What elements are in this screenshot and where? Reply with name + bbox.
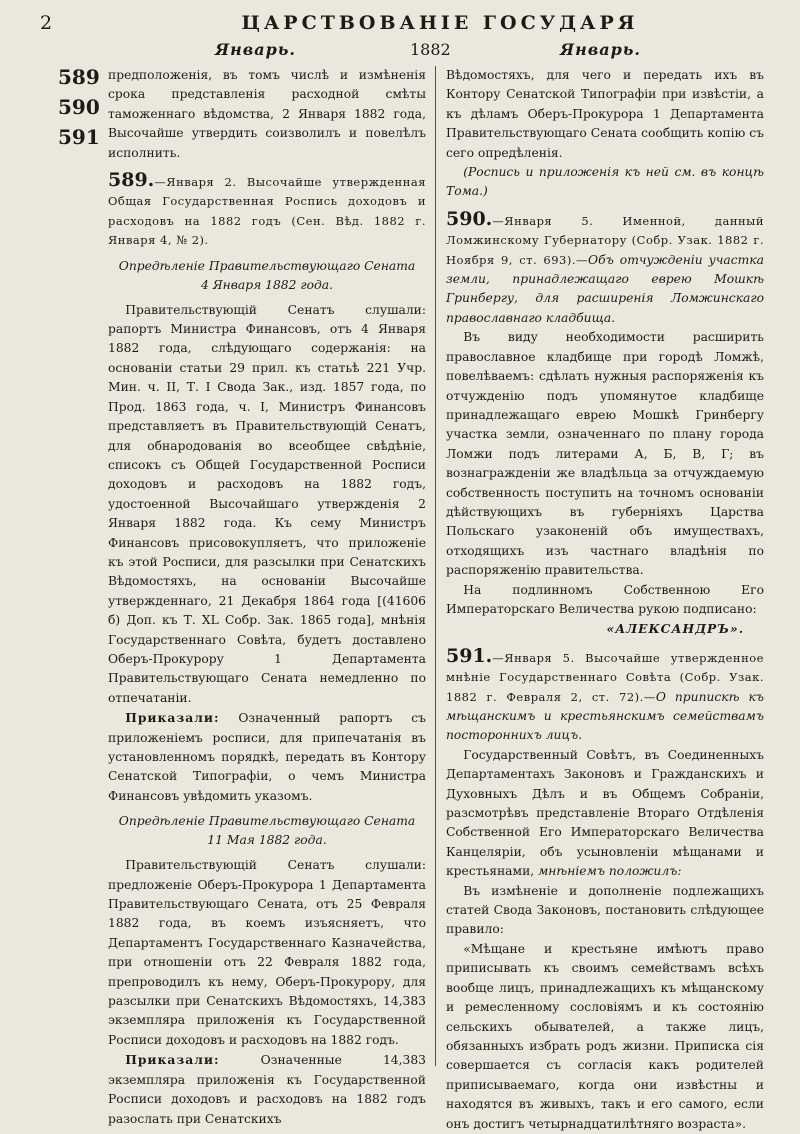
ordered-label-2: Приказали: xyxy=(125,1052,220,1068)
intro-paragraph: предположенія, въ томъ числѣ и измѣненія срока представленія расходной смѣты таможеннаго вѣдомства, 2 Января 1882 года, Высочайше утвердить соизволилъ и повелѣлъ исполнить. xyxy=(108,68,426,160)
heading-senate-may xyxy=(108,812,426,850)
entry-591-title: —Января 5. Высочайше утвержденное мнѣніе Государственнаго Совѣта (Собр. Узак. 1882 г. Февраля 2, ст. 72).— xyxy=(446,650,764,704)
paragraph-rule: «Мѣщане и крестьяне имѣютъ право приписывать къ своимъ семействамъ всѣхъ вообще лицъ, принадлежащихъ къ мѣщанскому и ремесленному сословіямъ и къ состоянію сельскихъ обывателей, а также лицъ, обязанныхъ избрать родъ жизни. Приписка сія совершается съ согласія какъ родителей приписываемаго, когда они извѣстны и находятся въ живыхъ, такъ и его самого, если онъ достигъ четырнадцатилѣтняго возраста». xyxy=(446,941,764,1131)
paragraph-ordered-2 xyxy=(108,1050,426,1129)
heading-senate-may-line2: 11 Мая 1882 года. xyxy=(207,833,327,848)
paragraph-proposal: Правительствующій Сенатъ слушали: предложеніе Оберъ-Прокурора 1 Департамента Правительствующаго Сената, отъ 25 Февраля 1882 года, въ коемъ изъясняетъ, что Департаментъ Государственнаго Казначейства, при отношеніи отъ 22 Февраля 1882 года, препроводилъ къ нему, Оберъ-Прокурору, для разсылки при Сенатскихъ Вѣдомостяхъ, 14,383 экземпляра приложенія къ Государственной Росписи доходовъ и расходовъ на 1882 годъ. xyxy=(108,858,426,1047)
entry-590-number: 590. xyxy=(446,207,493,230)
heading-senate-jan-line2: 4 Января 1882 года. xyxy=(200,277,334,292)
heading-senate-jan xyxy=(108,257,426,295)
signature: «АЛЕКСАНДРЪ». xyxy=(606,621,744,637)
month-right: Январь. xyxy=(560,40,641,59)
entry-589-number: 589. xyxy=(108,169,155,192)
margin-numbers xyxy=(58,62,98,152)
entry-590-subject: Объ отчужденіи участка земли, принадлежащаго еврею Мошкѣ Гринбергу, для расширенія Ломжинскаго православнаго кладбища. xyxy=(446,252,764,325)
margin-number-590: 590 xyxy=(58,95,100,119)
running-title: ЦАРСТВОВАНІЕ ГОСУДАРЯ xyxy=(241,12,639,34)
continuation-paragraph: Вѣдомостяхъ, для чего и передать ихъ въ Контору Сенатской Типографіи при извѣстіи, а къ дѣламъ Оберъ-Прокурора 1 Департамента Правительствующаго Сената сообщить копію съ сего опредѣленія. xyxy=(446,68,764,160)
ordered-text-2: Означенные 14,383 экземпляра приложенія къ Государственной Росписи доходовъ и расходовъ на 1882 годъ разослать при Сенатскихъ xyxy=(108,1053,426,1126)
column-divider xyxy=(435,66,436,1066)
council-text: Государственный Совѣтъ, въ Соединенныхъ Департаментахъ Законовъ и Гражданскихъ и Духовныхъ Дѣлъ и въ Общемъ Собраніи, разсмотрѣвъ представленіе Втораго Отдѣленія Собственной Его Императорскаго Величества Канцеляріи, объ усыновленіи мѣщанами и крестьянами, xyxy=(446,747,764,879)
entry-591-subject: О припискѣ къ мѣщанскимъ и крестьянскимъ семействамъ постороннихъ лицъ. xyxy=(446,689,764,743)
entry-590-title: —Января 5. Именной, данный Ломжинскому Губернатору (Собр. Узак. 1882 г. Ноября 9, ст. 693).— xyxy=(446,213,764,267)
paragraph-council xyxy=(446,746,764,882)
paragraph-lomzha: Въ виду необходимости расширить православное кладбище при городѣ Ломжѣ, повелѣваемъ: сдѣлать нужныя распоряженія къ отчужденію подъ упомянутое кладбище принадлежащаго еврею Мошкѣ Гринбергу участка земли, означеннаго по плану города Ломжи подъ литерами А, Б, В, Г; въ вознагражденіи же владѣльца за отчуждаемую собственность поступить на точномъ основаніи дѣйствующихъ въ губерніяхъ Царства Польскаго узаконеній объ имуществахъ, отходящихъ изъ частнаго владѣнія по распоряженію правительства. xyxy=(446,330,764,578)
margin-number-589: 589 xyxy=(58,65,100,89)
left-column xyxy=(108,66,426,1129)
margin-number-591: 591 xyxy=(58,125,100,149)
year: 1882 xyxy=(410,40,451,59)
entry-591 xyxy=(446,644,764,746)
paragraph-ordered-1 xyxy=(108,708,426,806)
heading-senate-jan-line1: Опредѣленіе Правительствующаго Сената xyxy=(118,258,416,273)
heading-senate-may-line1: Опредѣленіе Правительствующаго Сената xyxy=(118,814,416,829)
month-left: Январь. xyxy=(215,40,296,59)
continuation-note: (Роспись и приложенія къ ней см. въ концѣ Тома.) xyxy=(446,165,764,199)
entry-591-number: 591. xyxy=(446,644,493,667)
paragraph-amendment: Въ измѣненіе и дополненіе подлежащихъ статей Свода Законовъ, постановить слѣдующее правило: xyxy=(446,883,764,937)
entry-589 xyxy=(108,171,426,251)
entry-590 xyxy=(446,207,764,328)
page-number: 2 xyxy=(40,12,53,34)
entry-589-title: —Января 2. Высочайше утвержденная Общая Государственная Роспись доходовъ и расходовъ на 1882 годъ (Сен. Вѣд. 1882 г. Января 4, № 2). xyxy=(108,175,426,248)
council-opinion: мнѣніемъ положилъ: xyxy=(538,864,682,879)
paragraph-signed: На подлинномъ Собственною Его Императорскаго Величества рукою подписано: xyxy=(446,582,764,616)
ordered-label-1: Приказали: xyxy=(125,710,220,726)
ordered-text-1: Означенный рапортъ съ приложеніемъ росписи, для припечатанія въ установленномъ порядкѣ, передать въ Контору Сенатской Типографіи, о чемъ Министра Финансовъ увѣдомить указомъ. xyxy=(108,711,426,803)
paragraph-report: Правительствующій Сенатъ слушали: рапортъ Министра Финансовъ, отъ 4 Января 1882 года, слѣдующаго содержанія: на основаніи статьи 29 прил. къ статьѣ 221 Учр. Мин. ч. II, Т. I Свода Зак., изд. 1857 года, по Прод. 1863 года, ч. I, Министръ Финансовъ представляетъ въ Правительствующій Сенатъ, для обнародованія во всеобщее свѣдѣніе, списокъ съ Общей Государственной Росписи доходовъ и расходовъ на 1882 годъ, удостоенной Высочайшаго утвержденія 2 Января 1882 года. Къ сему Министръ Финансовъ присовокупляетъ, что приложеніе къ этой Росписи, для разсылки при Сенатскихъ Вѣдомостяхъ, на основаніи Высочайше утвержденнаго, 21 Декабря 1864 года [(41606 б) Доп. къ Т. XL Собр. Зак. 1865 года], мнѣнія Государственнаго Совѣта, будетъ доставлено Оберъ-Прокурору 1 Департамента Правительствующаго Сената немедленно по отпечатаніи. xyxy=(108,302,426,705)
right-column xyxy=(446,66,764,1134)
